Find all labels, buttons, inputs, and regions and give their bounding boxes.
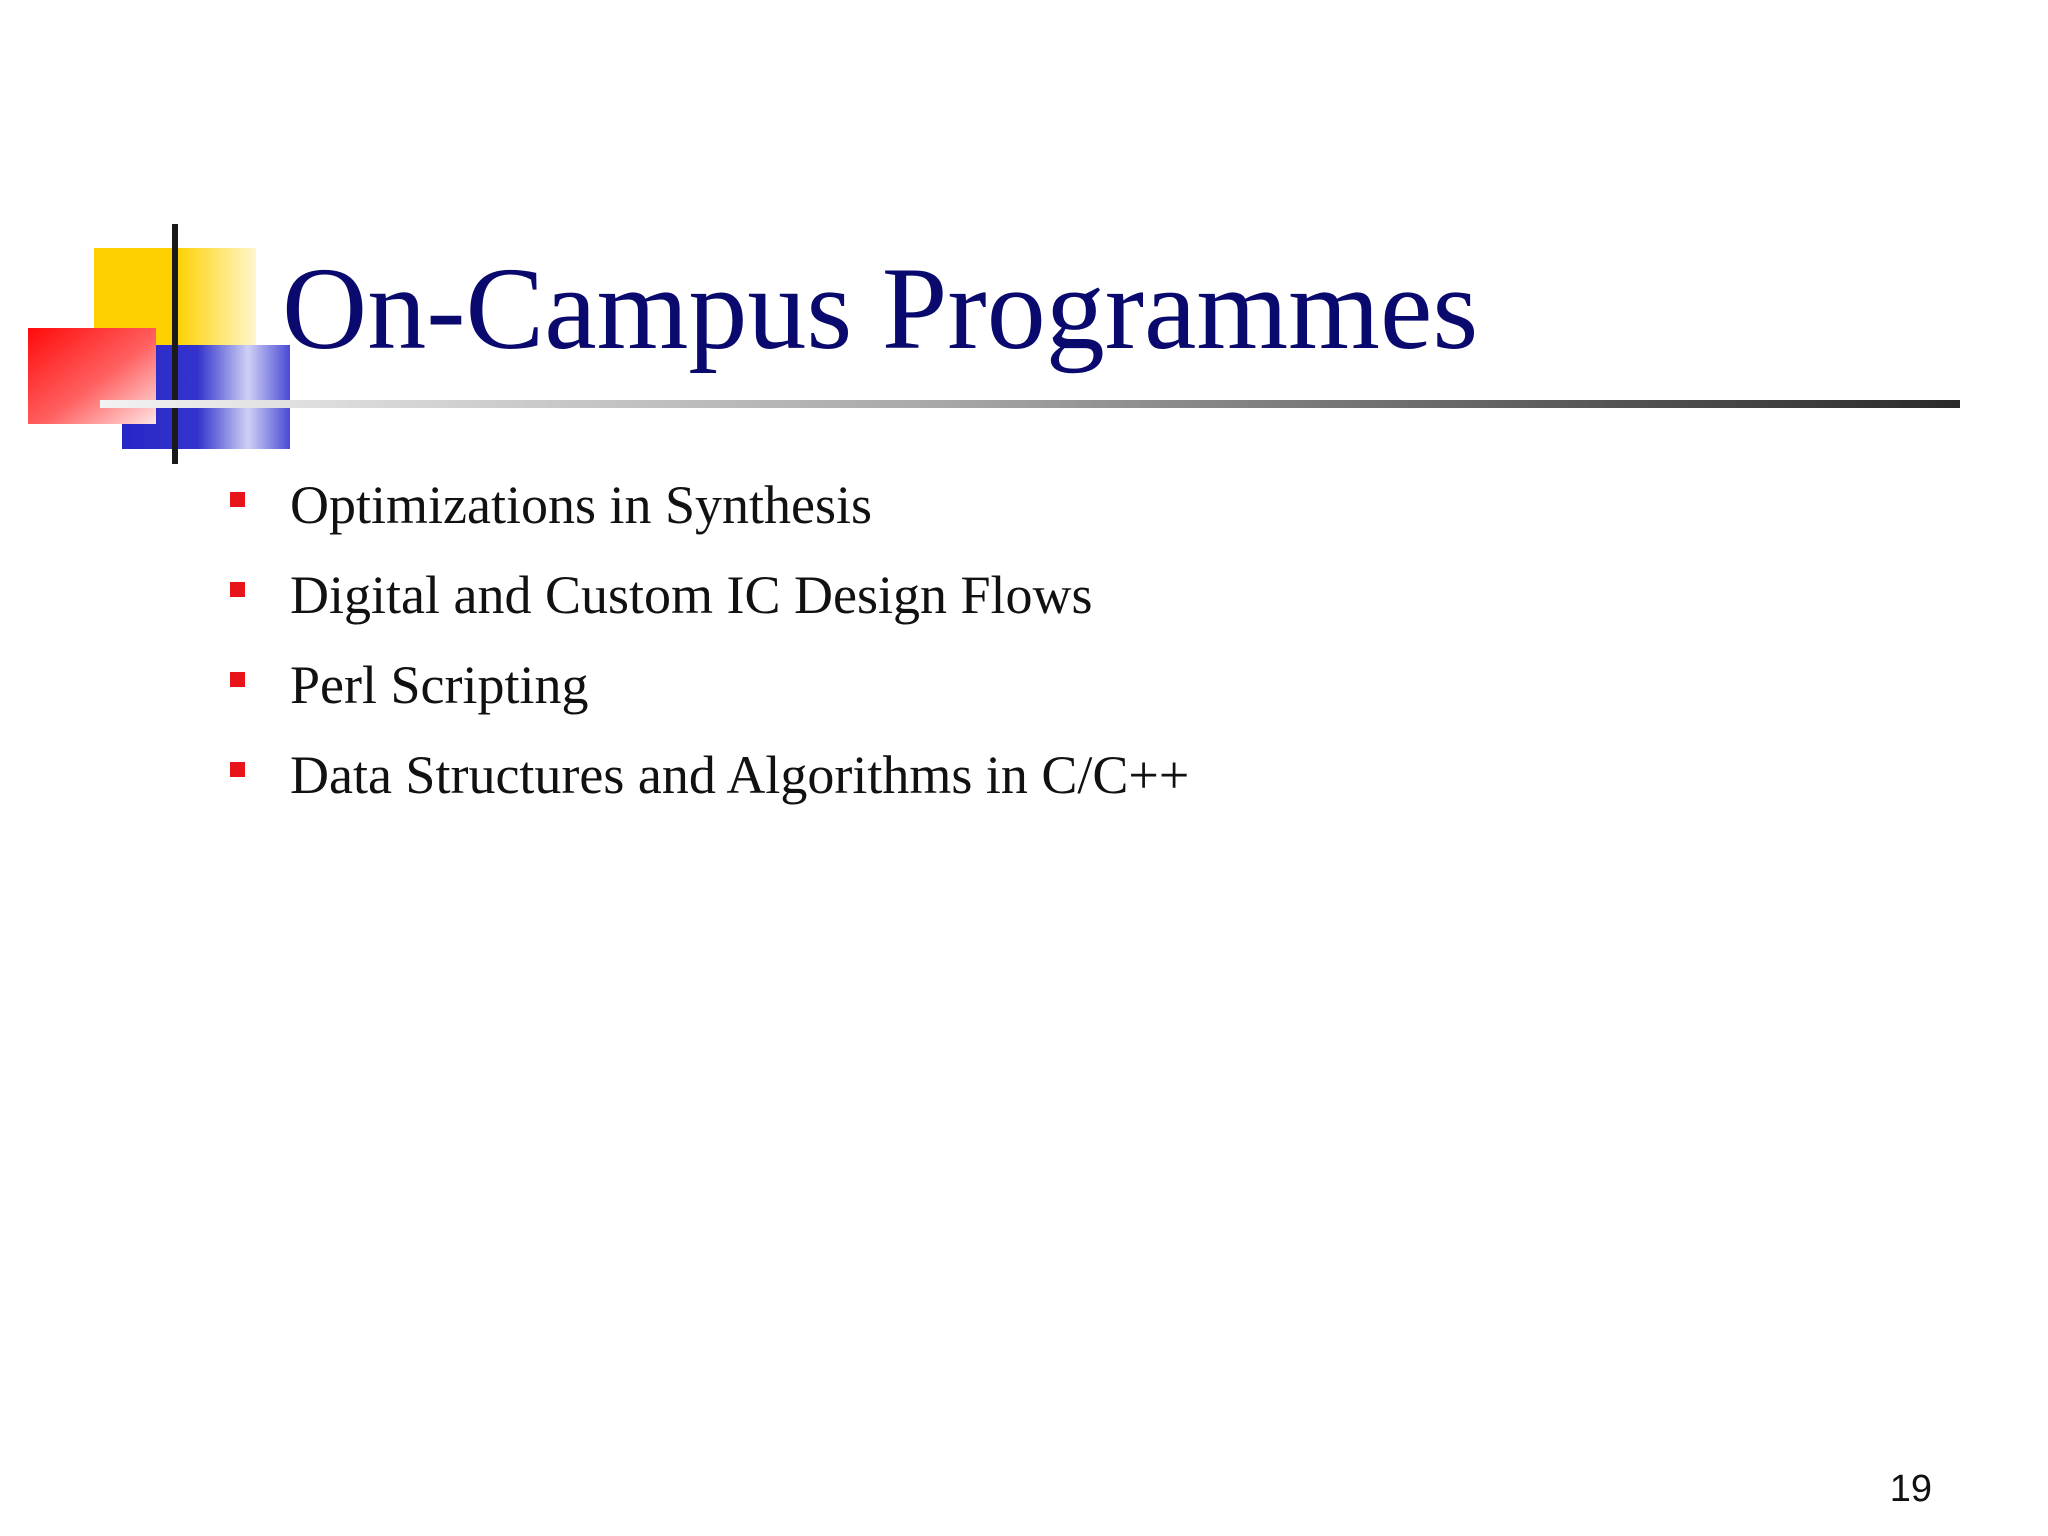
bullet-square-icon <box>230 492 245 507</box>
title-underline <box>100 400 1960 408</box>
bullet-square-icon <box>230 762 245 777</box>
decorative-squares <box>0 0 300 480</box>
bullet-text: Data Structures and Algorithms in C/C++ <box>290 745 1190 805</box>
bullet-square-icon <box>230 582 245 597</box>
bullet-text: Perl Scripting <box>290 655 589 715</box>
bullet-text: Digital and Custom IC Design Flows <box>290 565 1093 625</box>
bullet-square-icon <box>230 672 245 687</box>
bullet-text: Optimizations in Synthesis <box>290 475 873 535</box>
page-number: 19 <box>1889 1468 1932 1510</box>
slide-title: On-Campus Programmes <box>282 243 1479 374</box>
red-square <box>28 328 156 424</box>
vertical-bar <box>172 224 178 464</box>
